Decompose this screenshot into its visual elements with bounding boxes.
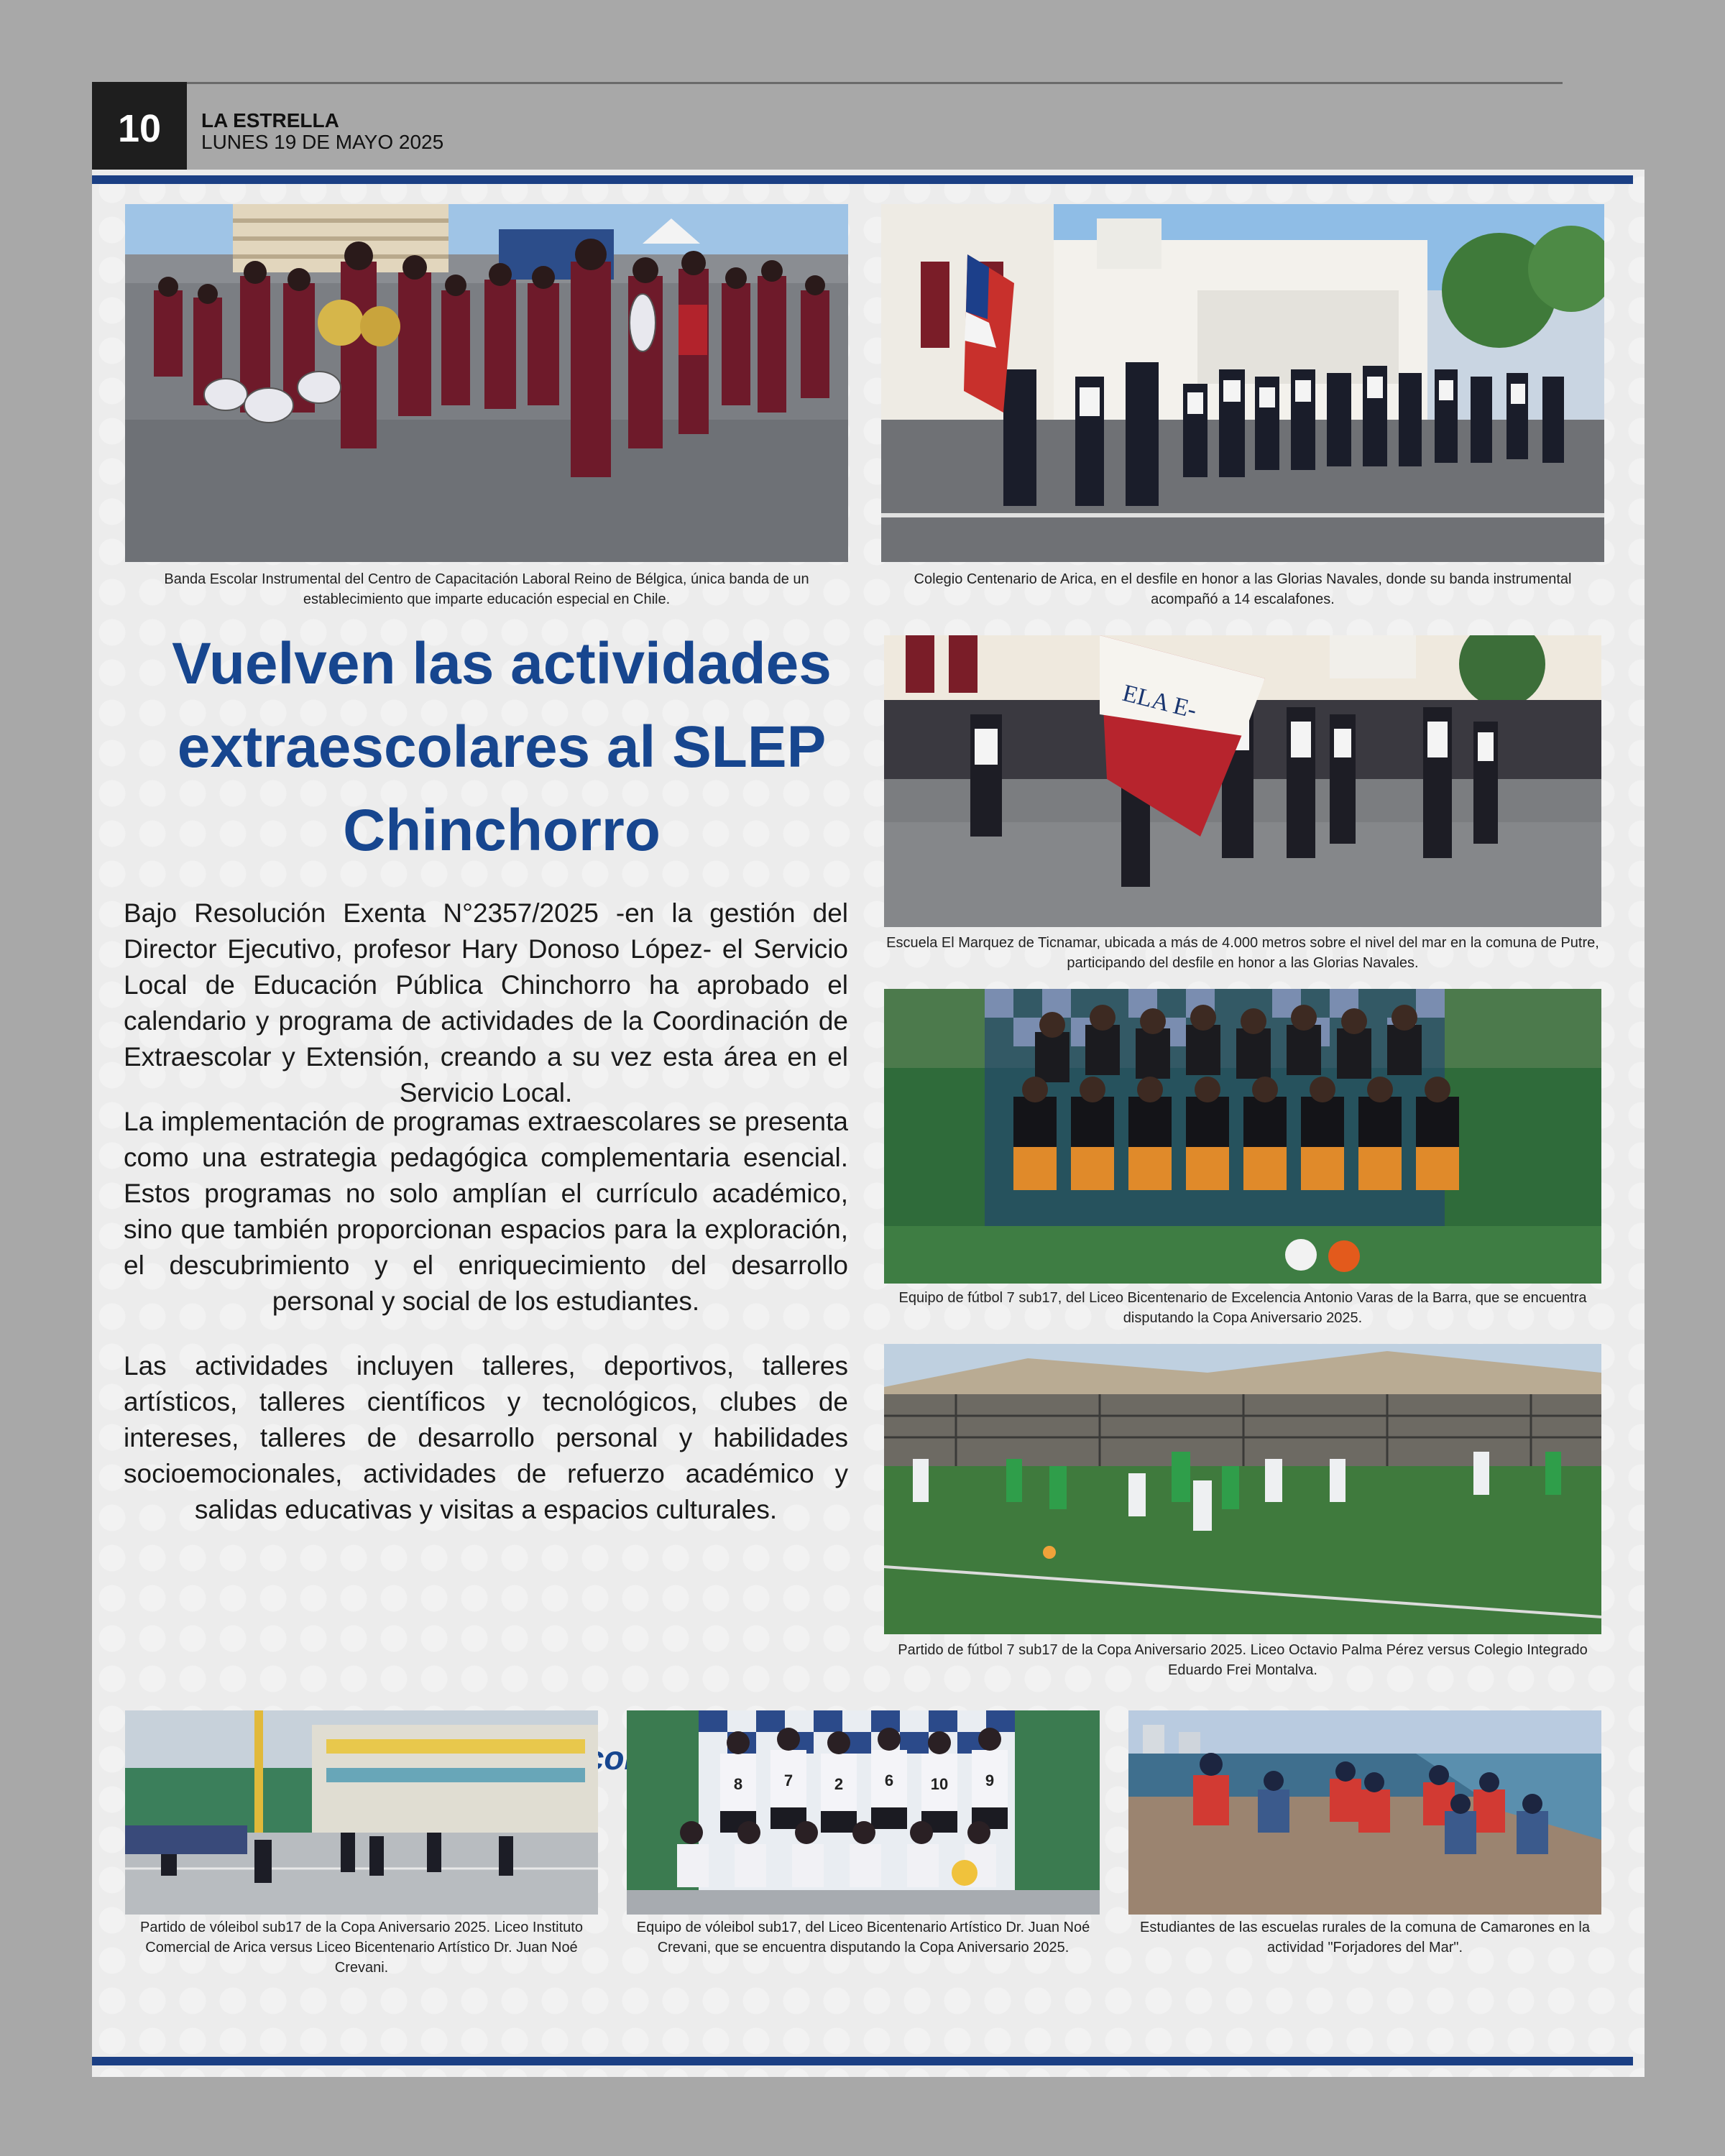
jersey-number-3: 2 [834,1775,844,1793]
article-paragraph-2: La implementación de programas extraescolares se presenta como una estrategia pedagógica complementaria esencial. Estos programas no solo amplían el currículo académico, sino que también proporcionan espacios para la exploración, el descubrimiento y el enriquecimiento del desarrollo personal y social de los estudiantes. [124,1107,848,1316]
publication-name: LA ESTRELLA [201,109,339,132]
caption-football-team: Equipo de fútbol 7 sub17, del Liceo Bicentenario de Excelencia Antonio Varas de la Barra, que se encuentra disputando la Copa Aniversario 2025. [898,1290,1587,1326]
caption-volleyball-match: Partido de vóleibol sub17 de la Copa Aniversario 2025. Liceo Instituto Comercial de Arica versus Liceo Bicentenario Artístico Dr. Juan Noé Crevani. [140,1920,583,1976]
caption-football-match: Partido de fútbol 7 sub17 de la Copa Aniversario 2025. Liceo Octavio Palma Pérez versus Colegio Integrado Eduardo Frei Montalva. [898,1642,1588,1678]
photo-football-match [884,1344,1601,1634]
caption-centenario: Colegio Centenario de Arica, en el desfile en honor a las Glorias Navales, donde su banda instrumental acompañó a 14 escalafones. [914,571,1572,607]
article-paragraph-1: Bajo Resolución Exenta N°2357/2025 -en la gestión del Director Ejecutivo, profesor Hary Donoso López- el Servicio Local de Educación Pública Chinchorro ha aprobado el calendario y programa de actividades de la Coordinación de Extraescolar y Extensión, creando a su vez esta área en el Servicio Local. [124,898,848,1107]
photo-football-team [884,989,1601,1284]
article-headline: Vuelven las actividades extraescolares al SLEP Chinchorro [172,631,832,863]
jersey-number-6: 9 [985,1772,995,1789]
publication-date: LUNES 19 DE MAYO 2025 [201,131,444,153]
photo-centenario-parade [881,204,1604,562]
jersey-number-4: 6 [884,1772,894,1789]
photo-marquez-parade [884,635,1601,927]
jersey-number-2: 7 [783,1772,794,1789]
jersey-number-5: 10 [930,1775,949,1793]
bottom-blue-rule [92,2057,1633,2065]
caption-marquez: Escuela El Marquez de Ticnamar, ubicada a más de 4.000 metros sobre el nivel del mar en la comuna de Putre, participando del desfile en honor a las Glorias Navales. [886,935,1599,971]
page-number: 10 [92,82,187,175]
photo-school-band [125,204,848,562]
article-paragraph-3: Las actividades incluyen talleres, deportivos, talleres artísticos, talleres científicos y tecnológicos, clubes de intereses, talleres de desarrollo personal y habilidades socioemocionales, actividades de refuerzo académico y salidas educativas y visitas a espacios culturales. [124,1351,848,1524]
caption-volleyball-team: Equipo de vóleibol sub17, del Liceo Bicentenario Artístico Dr. Juan Noé Crevani, que se encuentra disputando la Copa Aniversario 2025. [636,1920,1090,1955]
caption-rural-students: Estudiantes de las escuelas rurales de la comuna de Camarones en la actividad "Forjadores del Mar". [1140,1920,1590,1955]
newspaper-page [92,170,1644,2077]
jersey-number-1: 8 [733,1775,743,1793]
photo-rural-students-beach [1128,1710,1601,1915]
caption-school-band: Banda Escolar Instrumental del Centro de Capacitación Laboral Reino de Bélgica, única banda de un establecimiento que imparte educación especial en Chile. [164,571,809,607]
photo-volleyball-match [125,1710,598,1915]
header-rule [92,82,1563,84]
banner-lettering: ELA E- [1120,679,1200,724]
photo-volleyball-team [627,1710,1100,1915]
top-blue-rule [92,175,1633,184]
